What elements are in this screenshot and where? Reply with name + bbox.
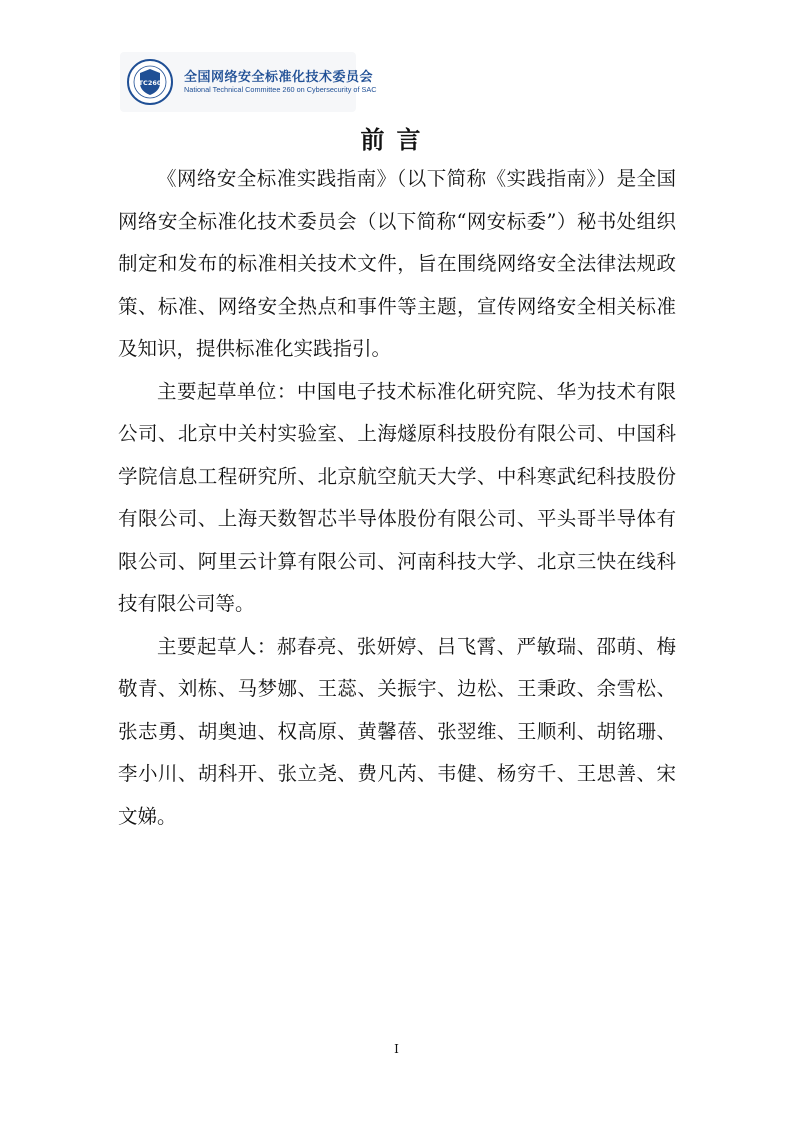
org-name-cn: 全国网络安全标准化技术委员会	[184, 70, 374, 85]
intro-paragraph: 《网络安全标准实践指南》（以下简称《实践指南》）是全国网络安全标准化技术委员会（以下简称“网安标委”）秘书处组织制定和发布的标准相关技术文件，旨在围绕网络安全法律法规政策、标准、网络安全热点和事件等主题，宣传网络安全相关标准及知识，提供标准化实践指引。	[118, 167, 676, 360]
committee-seal-icon	[126, 58, 174, 106]
page-number: I	[394, 1042, 399, 1056]
committee-logo	[120, 52, 377, 112]
seal-text: TC260	[138, 79, 162, 87]
org-name-en: National Technical Committee 260 on Cybersecurity of SAC	[184, 85, 377, 94]
drafting-units-paragraph: 主要起草单位：中国电子技术标准化研究院、华为技术有限公司、北京中关村实验室、上海燧原科技股份有限公司、中国科学院信息工程研究所、北京航空航天大学、中科寒武纪科技股份有限公司、上海天数智芯半导体股份有限公司、平头哥半导体有限公司、阿里云计算有限公司、河南科技大学、北京三快在线科技有限公司等。	[118, 379, 676, 615]
drafters-paragraph: 主要起草人：郝春亮、张妍婷、吕飞霄、严敏瑞、邵萌、梅敬青、刘栋、马梦娜、王蕊、关振宇、边松、王秉政、余雪松、张志勇、胡奥迪、权高原、黄馨蓓、张翌维、王顺利、胡铭珊、李小川、胡科开、张立尧、费凡芮、韦健、杨穷千、王思善、宋文娣。	[118, 634, 676, 828]
page-title: 前言	[360, 126, 433, 154]
foreword-body	[118, 158, 676, 838]
